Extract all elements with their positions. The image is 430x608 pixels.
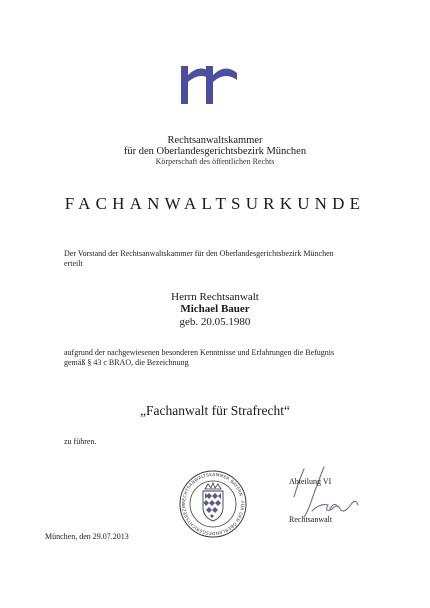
qualification-title: „Fachanwalt für Strafrecht“ <box>140 403 290 418</box>
signer-role: Rechtsanwalt <box>289 515 333 524</box>
seal-text: RECHTSANWALTSKAMMER BAYERN · FÜR DEN OBERLANDESGERICHTSBEZIR <box>181 472 245 536</box>
intro-line-1: Der Vorstand der Rechtsanwaltskammer für den Oberlandesgerichtsbezirk München <box>64 249 334 258</box>
holder-name: Michael Bauer <box>180 303 250 315</box>
intro-text <box>64 249 394 269</box>
basis-line-2: gemäß § 43 c BRAO, die Bezeichnung <box>64 358 189 367</box>
basis-line-1: aufgrund der nachgewiesenen besonderen Kenntnisse und Erfahrungen die Befugnis <box>64 348 335 357</box>
chamber-subtitle: Körperschaft des öffentlichen Rechts <box>155 157 275 166</box>
basis-text <box>64 348 394 368</box>
intro-line-2: erteilt <box>64 259 83 268</box>
chamber-logo-icon <box>178 63 248 107</box>
holder-dob: geb. 20.05.1980 <box>179 316 251 328</box>
holder-salutation: Herrn Rechtsanwalt <box>171 291 259 303</box>
department-label: Abteilung VI <box>289 477 332 486</box>
chamber-region: für den Oberlandesgerichtsbezirk München <box>123 146 307 157</box>
closing-text: zu führen. <box>64 437 97 446</box>
document-title: FACHANWALTSURKUNDE <box>64 194 366 213</box>
chamber-name: Rechtsanwaltskammer <box>167 135 263 146</box>
place-and-date: München, den 29.07.2013 <box>45 532 129 541</box>
official-seal-icon <box>178 469 248 539</box>
